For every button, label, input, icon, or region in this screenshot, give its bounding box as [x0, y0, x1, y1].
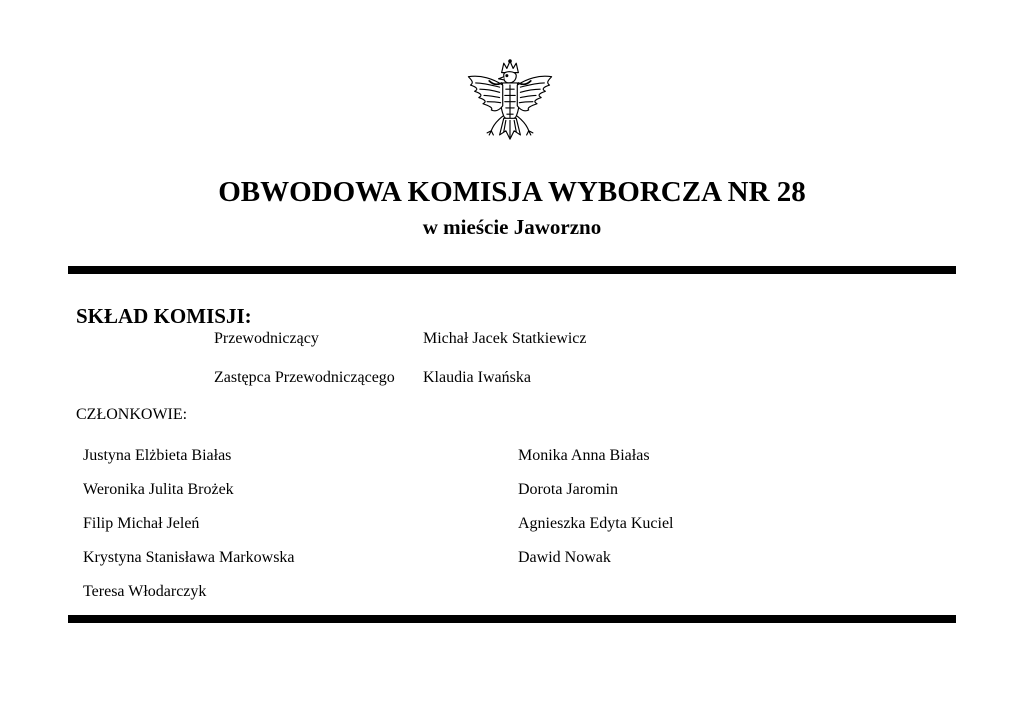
member-name: Monika Anna Białas: [518, 447, 650, 464]
bottom-divider: [68, 615, 956, 623]
member-name: Justyna Elżbieta Białas: [83, 447, 232, 464]
members-heading: CZŁONKOWIE:: [76, 406, 188, 423]
member-name: Dawid Nowak: [518, 549, 611, 566]
member-name: Weronika Julita Brożek: [83, 481, 234, 498]
commission-title: OBWODOWA KOMISJA WYBORCZA NR 28: [218, 176, 806, 208]
chair-name: Michał Jacek Statkiewicz: [423, 330, 587, 347]
commission-subtitle: w mieście Jaworzno: [422, 215, 602, 239]
deputy-name: Klaudia Iwańska: [423, 369, 531, 386]
member-name: Agnieszka Edyta Kuciel: [518, 515, 674, 532]
chair-label: Przewodniczący: [214, 330, 319, 347]
composition-heading: SKŁAD KOMISJI:: [76, 304, 252, 328]
deputy-label: Zastępca Przewodniczącego: [214, 369, 395, 386]
member-name: Teresa Włodarczyk: [83, 583, 207, 600]
member-name: Dorota Jaromin: [518, 481, 618, 498]
member-name: Filip Michał Jeleń: [83, 515, 200, 532]
member-name: Krystyna Stanisława Markowska: [83, 549, 295, 566]
